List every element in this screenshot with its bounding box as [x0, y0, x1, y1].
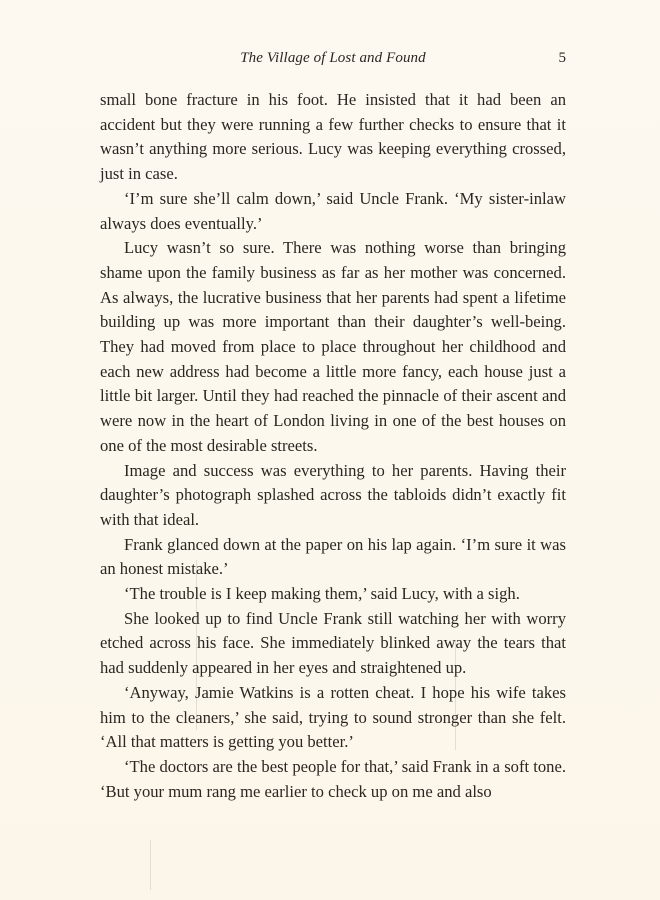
paragraph: small bone fracture in his foot. He insisted that it had been an accident but they were running a few further checks to ensure that it wasn’t anything more serious. Lucy was keeping everything crossed, just in case. — [100, 90, 566, 184]
paragraph: Image and success was everything to her parents. Having their daughter’s photograph splashed across the tabloids didn’t exactly fit with that ideal. — [100, 460, 566, 529]
body-text — [100, 88, 566, 804]
paragraph: She looked up to find Uncle Frank still watching her with worry etched across his face. She immediately blinked away the tears that had suddenly appeared in her eyes and straightened up. — [100, 608, 566, 678]
paragraph: ‘Anyway, Jamie Watkins is a rotten cheat. I hope his wife takes him to the cleaners,’ she said, trying to sound stronger than she felt. ‘All that matters is getting you better.’ — [100, 682, 566, 752]
paragraph: ‘The doctors are the best people for that,’ said Frank in a soft tone. ‘But your mum rang me earlier to check up on me and also — [100, 756, 566, 801]
page-header — [100, 50, 566, 72]
paragraph: ‘I’m sure she’ll calm down,’ said Uncle Frank. ‘My sister-inlaw always does eventually.’ — [100, 188, 566, 233]
paragraph: ‘The trouble is I keep making them,’ said Lucy, with a sigh. — [124, 584, 520, 604]
bleed-through-line — [150, 840, 151, 890]
paragraph: Frank glanced down at the paper on his lap again. ‘I’m sure it was an honest mistake.’ — [100, 534, 566, 579]
paragraph: Lucy wasn’t so sure. There was nothing worse than bringing shame upon the family business as far as her mother was concerned. As always, the lucrative business that her parents had spent a lifetime building up was more important than their daughter’s well-being. They had moved from place to place throughout her childhood and each new address had become a little more fancy, each house just a little bit larger. Until they had reached the pinnacle of their ascent and were now in the heart of London living in one of the best houses on one of the most desirable streets. — [100, 238, 566, 455]
page-number: 5 — [558, 50, 566, 66]
running-title: The Village of Lost and Found — [240, 50, 426, 66]
